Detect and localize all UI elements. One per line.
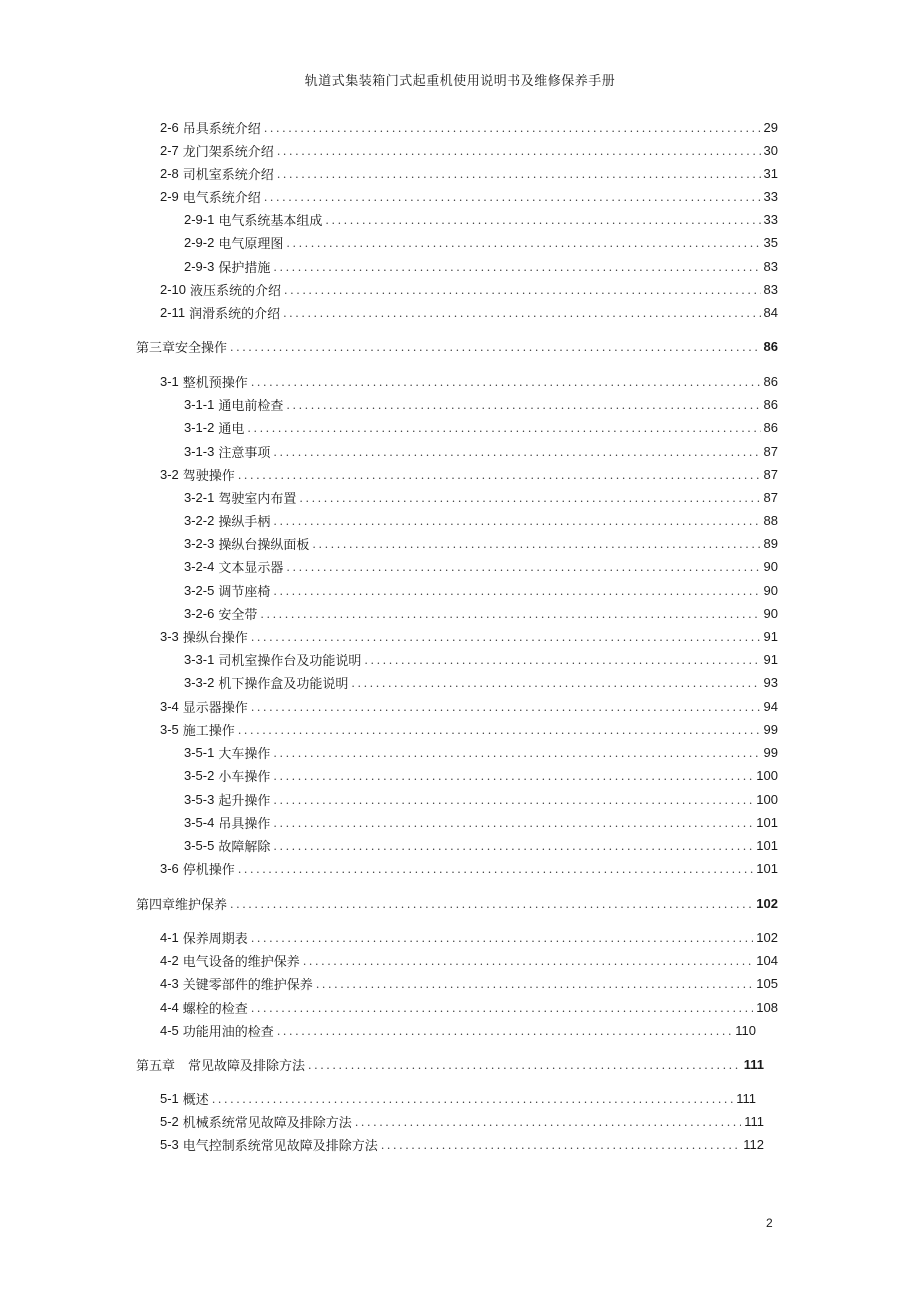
toc-entry[interactable] bbox=[160, 718, 778, 740]
toc-entry-title: 电气原理图 bbox=[218, 236, 284, 252]
toc-entry-page: 93 bbox=[763, 674, 778, 690]
toc-entry[interactable] bbox=[160, 162, 778, 184]
toc-entry-title: 司机室操作台及功能说明 bbox=[218, 653, 362, 669]
toc-leader-dots bbox=[273, 261, 760, 274]
toc-entry[interactable] bbox=[184, 764, 778, 786]
toc-entry-number: 4-5 bbox=[160, 1022, 179, 1038]
toc-leader-dots bbox=[364, 654, 760, 667]
toc-entry-page: 33 bbox=[763, 211, 778, 227]
toc-entry-number: 3-4 bbox=[160, 698, 179, 714]
toc-entry-number: 2-6 bbox=[160, 119, 179, 135]
toc-entry-title: 第四章维护保养 bbox=[136, 897, 228, 913]
toc-leader-dots bbox=[273, 515, 760, 528]
toc-entry-number: 3-2-3 bbox=[184, 535, 215, 551]
toc-entry[interactable] bbox=[184, 509, 778, 531]
toc-entry-number: 4-1 bbox=[160, 929, 179, 945]
toc-entry-number: 4-3 bbox=[160, 975, 179, 991]
toc-entry-number: 3-2 bbox=[160, 466, 179, 482]
toc-leader-dots bbox=[286, 561, 760, 574]
toc-entry-title: 显示器操作 bbox=[182, 700, 248, 716]
toc-entry-number: 3-3-2 bbox=[184, 674, 215, 690]
toc-entry[interactable] bbox=[160, 139, 778, 161]
toc-leader-dots bbox=[277, 168, 761, 181]
toc-entry[interactable] bbox=[160, 625, 778, 647]
toc-entry-number: 2-9-2 bbox=[184, 234, 215, 250]
toc-entry[interactable] bbox=[160, 1133, 764, 1155]
toc-entry-page: 31 bbox=[763, 165, 778, 181]
toc-entry-title: 整机预操作 bbox=[182, 375, 248, 391]
toc-leader-dots bbox=[273, 794, 753, 807]
toc-leader-dots bbox=[251, 701, 761, 714]
document-header: 轨道式集装箱门式起重机使用说明书及维修保养手册 bbox=[304, 74, 616, 89]
toc-leader-dots bbox=[238, 469, 761, 482]
toc-entry-title: 停机操作 bbox=[182, 862, 235, 878]
toc-entry-number: 3-5-2 bbox=[184, 767, 215, 783]
toc-entry-title: 文本显示器 bbox=[218, 560, 284, 576]
toc-entry[interactable] bbox=[160, 463, 778, 485]
toc-entry-number: 3-1 bbox=[160, 373, 179, 389]
toc-entry-title: 注意事项 bbox=[218, 445, 271, 461]
toc-entry-title: 通电前检查 bbox=[218, 398, 284, 414]
toc-entry-number: 5-2 bbox=[160, 1113, 179, 1129]
toc-entry-page: 83 bbox=[763, 258, 778, 274]
toc-entry-title: 机械系统常见故障及排除方法 bbox=[182, 1115, 352, 1131]
toc-entry[interactable] bbox=[184, 834, 778, 856]
toc-entry-title: 调节座椅 bbox=[218, 584, 271, 600]
toc-leader-dots bbox=[273, 747, 760, 760]
toc-entry[interactable] bbox=[160, 1019, 756, 1041]
toc-entry[interactable] bbox=[160, 301, 778, 323]
toc-entry-title: 操纵手柄 bbox=[218, 514, 271, 530]
toc-leader-dots bbox=[286, 237, 760, 250]
toc-entry-title: 小车操作 bbox=[218, 769, 271, 785]
toc-entry-page: 30 bbox=[763, 142, 778, 158]
toc-entry-title: 概述 bbox=[182, 1092, 209, 1108]
toc-entry-page: 101 bbox=[756, 814, 778, 830]
toc-entry-title: 电气控制系统常见故障及排除方法 bbox=[182, 1138, 378, 1154]
toc-entry-page: 90 bbox=[763, 582, 778, 598]
toc-entry-title: 通电 bbox=[218, 421, 245, 437]
toc-leader-dots bbox=[273, 840, 753, 853]
toc-entry-number: 3-5-5 bbox=[184, 837, 215, 853]
toc-entry[interactable] bbox=[184, 416, 778, 438]
toc-entry-title: 驾驶室内布置 bbox=[218, 491, 297, 507]
toc-leader-dots bbox=[312, 538, 760, 551]
toc-entry-title: 起升操作 bbox=[218, 793, 271, 809]
toc-entry[interactable] bbox=[160, 949, 778, 971]
toc-entry-number: 3-2-6 bbox=[184, 605, 215, 621]
toc-leader-dots bbox=[264, 122, 761, 135]
toc-leader-dots bbox=[251, 932, 753, 945]
toc-entry-number: 3-2-4 bbox=[184, 558, 215, 574]
toc-entry-number: 3-1-2 bbox=[184, 419, 215, 435]
toc-entry-number: 2-9 bbox=[160, 188, 179, 204]
toc-entry[interactable] bbox=[184, 811, 778, 833]
toc-entry-page: 102 bbox=[756, 895, 778, 911]
toc-entry[interactable] bbox=[160, 1110, 764, 1132]
toc-entry-number: 3-1-3 bbox=[184, 443, 215, 459]
toc-leader-dots bbox=[273, 817, 753, 830]
toc-entry-page: 87 bbox=[763, 443, 778, 459]
toc-entry-title: 液压系统的介绍 bbox=[190, 283, 282, 299]
toc-entry-number: 2-9-1 bbox=[184, 211, 215, 227]
toc-entry-title: 电气系统介绍 bbox=[182, 190, 261, 206]
toc-leader-dots bbox=[308, 1059, 741, 1072]
toc-leader-dots bbox=[277, 145, 761, 158]
toc-entry-title: 润滑系统的介绍 bbox=[189, 306, 281, 322]
toc-leader-dots bbox=[283, 307, 760, 320]
toc-entry-title: 电气系统基本组成 bbox=[218, 213, 323, 229]
toc-leader-dots bbox=[264, 191, 761, 204]
toc-entry[interactable] bbox=[184, 393, 778, 415]
toc-entry-title: 关键零部件的维护保养 bbox=[182, 977, 313, 993]
toc-entry-number: 3-2-5 bbox=[184, 582, 215, 598]
toc-entry-title: 驾驶操作 bbox=[182, 468, 235, 484]
toc-entry-page: 105 bbox=[756, 975, 778, 991]
toc-entry-title: 司机室系统介绍 bbox=[182, 167, 274, 183]
toc-leader-dots bbox=[355, 1116, 741, 1129]
toc-entry-title: 操纵台操作 bbox=[182, 630, 248, 646]
toc-entry-page: 100 bbox=[756, 767, 778, 783]
toc-entry-number: 5-1 bbox=[160, 1090, 179, 1106]
toc-entry-page: 90 bbox=[763, 558, 778, 574]
toc-entry-number: 3-3 bbox=[160, 628, 179, 644]
toc-leader-dots bbox=[273, 446, 760, 459]
toc-entry[interactable] bbox=[160, 972, 778, 994]
toc-entry-title: 保养周期表 bbox=[182, 931, 248, 947]
toc-entry[interactable] bbox=[160, 278, 778, 300]
toc-entry[interactable] bbox=[184, 602, 778, 624]
toc-entry-page: 88 bbox=[763, 512, 778, 528]
toc-entry-number: 3-5-4 bbox=[184, 814, 215, 830]
toc-entry-page: 90 bbox=[763, 605, 778, 621]
toc-chapter-entry[interactable] bbox=[136, 892, 778, 914]
toc-entry-number: 3-6 bbox=[160, 860, 179, 876]
toc-leader-dots bbox=[381, 1139, 740, 1152]
toc-entry-page: 100 bbox=[756, 791, 778, 807]
toc-entry-number: 2-9-3 bbox=[184, 258, 215, 274]
toc-entry[interactable] bbox=[160, 1087, 756, 1109]
toc-entry[interactable] bbox=[160, 185, 778, 207]
toc-entry-title: 操纵台操纵面板 bbox=[218, 537, 310, 553]
toc-entry-title: 安全带 bbox=[218, 607, 258, 623]
toc-leader-dots bbox=[238, 724, 761, 737]
toc-entry-title: 螺栓的检查 bbox=[182, 1001, 248, 1017]
toc-entry-page: 86 bbox=[763, 338, 778, 354]
toc-entry-page: 101 bbox=[756, 860, 778, 876]
toc-entry-page: 86 bbox=[763, 373, 778, 389]
toc-leader-dots bbox=[273, 585, 760, 598]
toc-leader-dots bbox=[273, 770, 753, 783]
toc-entry[interactable] bbox=[184, 579, 778, 601]
toc-leader-dots bbox=[277, 1025, 732, 1038]
toc-entry-page: 35 bbox=[763, 234, 778, 250]
toc-entry[interactable] bbox=[184, 648, 778, 670]
toc-entry-title: 机下操作盒及功能说明 bbox=[218, 676, 349, 692]
toc-entry-page: 87 bbox=[763, 466, 778, 482]
toc-entry[interactable] bbox=[184, 555, 778, 577]
toc-entry[interactable] bbox=[184, 741, 778, 763]
toc-chapter-entry[interactable] bbox=[136, 1053, 764, 1075]
toc-entry-page: 84 bbox=[763, 304, 778, 320]
toc-entry-number: 3-2-2 bbox=[184, 512, 215, 528]
toc-entry-number: 3-5-1 bbox=[184, 744, 215, 760]
toc-leader-dots bbox=[284, 284, 760, 297]
toc-entry-page: 108 bbox=[756, 999, 778, 1015]
toc-entry-title: 第五章 常见故障及排除方法 bbox=[136, 1058, 306, 1074]
toc-entry-title: 电气设备的维护保养 bbox=[182, 954, 300, 970]
toc-leader-dots bbox=[316, 978, 753, 991]
toc-entry-title: 保护措施 bbox=[218, 260, 271, 276]
toc-entry-page: 111 bbox=[744, 1113, 764, 1129]
toc-entry-title: 龙门架系统介绍 bbox=[182, 144, 274, 160]
toc-leader-dots bbox=[251, 376, 761, 389]
toc-entry-page: 94 bbox=[763, 698, 778, 714]
toc-entry-title: 施工操作 bbox=[182, 723, 235, 739]
toc-entry[interactable] bbox=[184, 486, 778, 508]
toc-entry-title: 功能用油的检查 bbox=[182, 1024, 274, 1040]
toc-leader-dots bbox=[230, 341, 761, 354]
toc-entry-page: 29 bbox=[763, 119, 778, 135]
toc-entry[interactable] bbox=[160, 695, 778, 717]
toc-entry-page: 86 bbox=[763, 419, 778, 435]
toc-entry-page: 101 bbox=[756, 837, 778, 853]
toc-entry-page: 111 bbox=[743, 1056, 764, 1072]
toc-leader-dots bbox=[247, 422, 760, 435]
toc-leader-dots bbox=[260, 608, 760, 621]
toc-entry-page: 86 bbox=[763, 396, 778, 412]
toc-entry-number: 3-3-1 bbox=[184, 651, 215, 667]
toc-entry-number: 4-4 bbox=[160, 999, 179, 1015]
toc-entry-number: 4-2 bbox=[160, 952, 179, 968]
toc-entry[interactable] bbox=[184, 208, 778, 230]
toc-leader-dots bbox=[251, 1002, 753, 1015]
toc-entry[interactable] bbox=[160, 370, 778, 392]
toc-entry-page: 102 bbox=[756, 929, 778, 945]
toc-leader-dots bbox=[238, 863, 753, 876]
toc-entry-page: 104 bbox=[756, 952, 778, 968]
toc-entry-page: 89 bbox=[763, 535, 778, 551]
toc-entry[interactable] bbox=[160, 996, 778, 1018]
toc-entry-page: 111 bbox=[736, 1090, 756, 1106]
toc-entry[interactable] bbox=[160, 857, 778, 879]
toc-leader-dots bbox=[286, 399, 760, 412]
toc-entry-number: 5-3 bbox=[160, 1136, 179, 1152]
toc-entry-number: 3-5-3 bbox=[184, 791, 215, 807]
toc-entry[interactable] bbox=[184, 532, 778, 554]
toc-entry-page: 91 bbox=[763, 651, 778, 667]
toc-entry[interactable] bbox=[184, 231, 778, 253]
toc-entry-page: 99 bbox=[763, 721, 778, 737]
toc-entry-number: 2-7 bbox=[160, 142, 179, 158]
toc-entry-number: 2-10 bbox=[160, 281, 187, 297]
toc-entry-title: 吊具系统介绍 bbox=[182, 121, 261, 137]
toc-entry-title: 大车操作 bbox=[218, 746, 271, 762]
toc-chapter-entry[interactable] bbox=[136, 335, 778, 357]
toc-entry-number: 2-8 bbox=[160, 165, 179, 181]
toc-entry-title: 吊具操作 bbox=[218, 816, 271, 832]
toc-leader-dots bbox=[325, 214, 760, 227]
toc-entry-page: 110 bbox=[735, 1022, 756, 1038]
toc-leader-dots bbox=[212, 1093, 733, 1106]
toc-entry[interactable] bbox=[160, 116, 778, 138]
toc-entry[interactable] bbox=[184, 671, 778, 693]
toc-entry-page: 91 bbox=[763, 628, 778, 644]
toc-leader-dots bbox=[351, 677, 760, 690]
toc-entry-number: 3-1-1 bbox=[184, 396, 215, 412]
toc-leader-dots bbox=[230, 898, 753, 911]
toc-entry-page: 33 bbox=[763, 188, 778, 204]
toc-entry[interactable] bbox=[160, 926, 778, 948]
page-number: 2 bbox=[766, 1216, 773, 1230]
toc-entry[interactable] bbox=[184, 255, 778, 277]
toc-entry[interactable] bbox=[184, 440, 778, 462]
toc-leader-dots bbox=[251, 631, 761, 644]
toc-leader-dots bbox=[303, 955, 753, 968]
toc-entry-page: 112 bbox=[743, 1136, 764, 1152]
toc-entry-title: 故障解除 bbox=[218, 839, 271, 855]
toc-entry-number: 3-5 bbox=[160, 721, 179, 737]
toc-entry-number: 3-2-1 bbox=[184, 489, 215, 505]
toc-entry-page: 87 bbox=[763, 489, 778, 505]
toc-entry-number: 2-11 bbox=[160, 304, 186, 320]
toc-entry-page: 99 bbox=[763, 744, 778, 760]
toc-entry-page: 83 bbox=[763, 281, 778, 297]
toc-entry-title: 第三章安全操作 bbox=[136, 340, 228, 356]
toc-leader-dots bbox=[299, 492, 760, 505]
toc-entry[interactable] bbox=[184, 788, 778, 810]
